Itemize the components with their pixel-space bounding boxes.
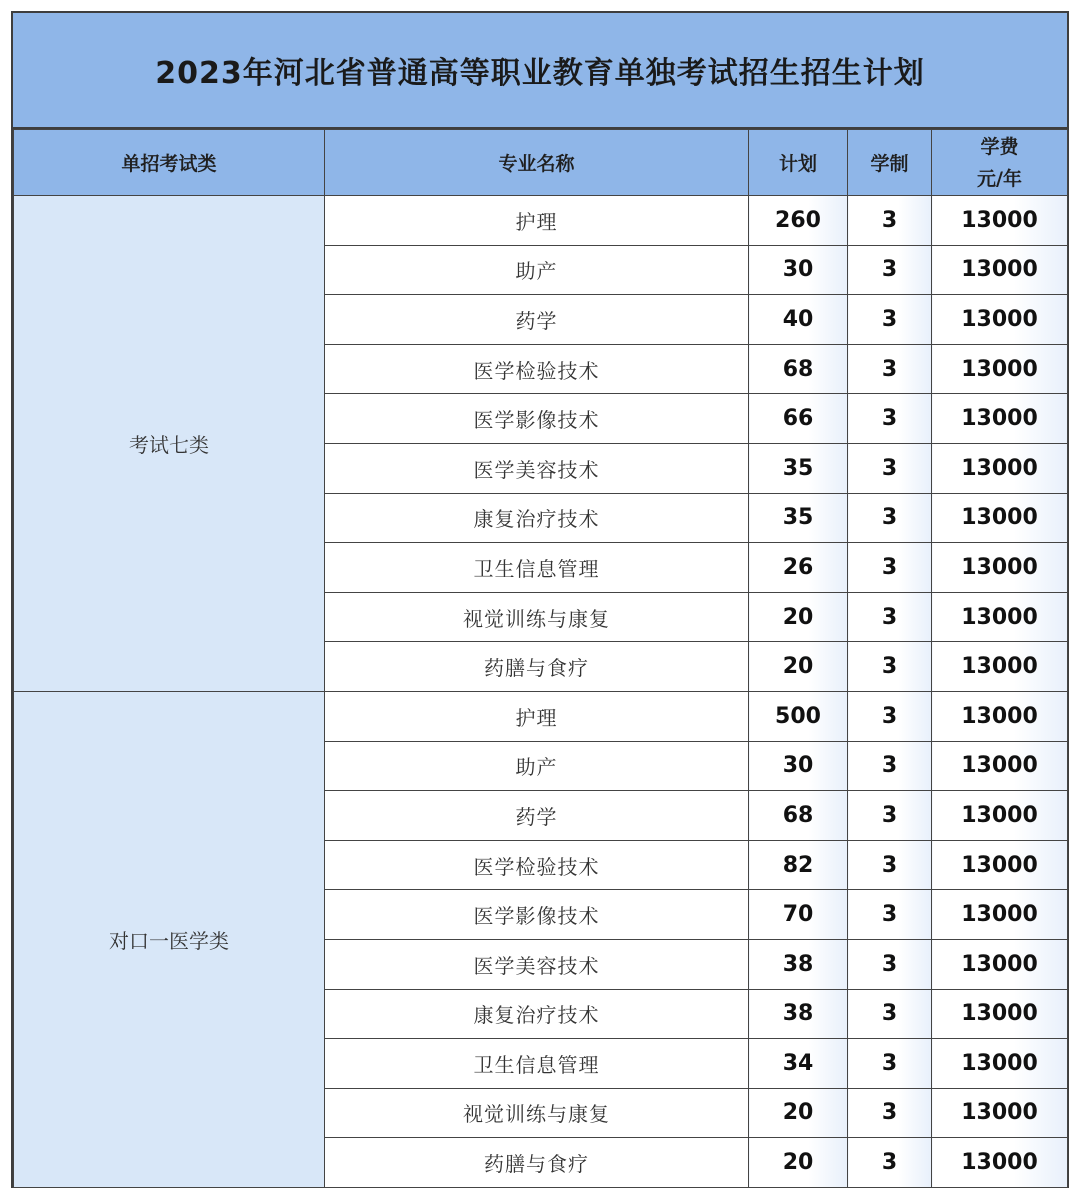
major-cell: 医学检验技术	[325, 840, 749, 890]
plan-cell: 30	[749, 245, 848, 295]
duration-cell: 3	[848, 394, 932, 444]
plan-cell: 40	[749, 295, 848, 345]
duration-cell: 3	[848, 344, 932, 394]
fee-cell: 13000	[932, 1138, 1068, 1188]
plan-cell: 35	[749, 493, 848, 543]
duration-cell: 3	[848, 939, 932, 989]
table-row	[14, 691, 1068, 741]
major-cell: 助产	[325, 245, 749, 295]
major-cell: 助产	[325, 741, 749, 791]
duration-cell: 3	[848, 989, 932, 1039]
fee-cell: 13000	[932, 344, 1068, 394]
header-major: 专业名称	[325, 130, 749, 196]
header-duration: 学制	[848, 130, 932, 196]
enrollment-table	[13, 129, 1068, 1188]
major-cell: 医学影像技术	[325, 890, 749, 940]
fee-cell: 13000	[932, 245, 1068, 295]
major-cell: 医学检验技术	[325, 344, 749, 394]
duration-cell: 3	[848, 1088, 932, 1138]
major-cell: 医学影像技术	[325, 394, 749, 444]
plan-cell: 82	[749, 840, 848, 890]
duration-cell: 3	[848, 840, 932, 890]
plan-cell: 66	[749, 394, 848, 444]
fee-cell: 13000	[932, 1088, 1068, 1138]
major-cell: 医学美容技术	[325, 443, 749, 493]
major-cell: 康复治疗技术	[325, 989, 749, 1039]
plan-cell: 26	[749, 543, 848, 593]
fee-cell: 13000	[932, 295, 1068, 345]
plan-cell: 35	[749, 443, 848, 493]
duration-cell: 3	[848, 443, 932, 493]
duration-cell: 3	[848, 791, 932, 841]
major-cell: 药膳与食疗	[325, 642, 749, 692]
major-cell: 视觉训练与康复	[325, 1088, 749, 1138]
major-cell: 视觉训练与康复	[325, 592, 749, 642]
major-cell: 护理	[325, 691, 749, 741]
table-body	[14, 196, 1068, 1188]
plan-cell: 34	[749, 1039, 848, 1089]
duration-cell: 3	[848, 741, 932, 791]
duration-cell: 3	[848, 1039, 932, 1089]
fee-cell: 13000	[932, 741, 1068, 791]
fee-cell: 13000	[932, 989, 1068, 1039]
category-cell: 考试七类	[14, 196, 325, 692]
major-cell: 药学	[325, 295, 749, 345]
plan-cell: 20	[749, 592, 848, 642]
page-title: 2023年河北省普通高等职业教育单独考试招生招生计划	[155, 56, 925, 91]
plan-cell: 68	[749, 344, 848, 394]
fee-cell: 13000	[932, 1039, 1068, 1089]
duration-cell: 3	[848, 493, 932, 543]
fee-cell: 13000	[932, 939, 1068, 989]
plan-cell: 20	[749, 1138, 848, 1188]
duration-cell: 3	[848, 592, 932, 642]
major-cell: 护理	[325, 196, 749, 246]
duration-cell: 3	[848, 295, 932, 345]
major-cell: 卫生信息管理	[325, 1039, 749, 1089]
duration-cell: 3	[848, 642, 932, 692]
category-cell: 对口一医学类	[14, 691, 325, 1187]
fee-cell: 13000	[932, 443, 1068, 493]
plan-cell: 38	[749, 989, 848, 1039]
header-category: 单招考试类	[14, 130, 325, 196]
plan-cell: 70	[749, 890, 848, 940]
fee-cell: 13000	[932, 493, 1068, 543]
major-cell: 医学美容技术	[325, 939, 749, 989]
plan-cell: 30	[749, 741, 848, 791]
fee-cell: 13000	[932, 196, 1068, 246]
header-fee-line2: 元/年	[977, 167, 1022, 190]
fee-cell: 13000	[932, 642, 1068, 692]
duration-cell: 3	[848, 691, 932, 741]
major-cell: 康复治疗技术	[325, 493, 749, 543]
fee-cell: 13000	[932, 840, 1068, 890]
plan-cell: 260	[749, 196, 848, 246]
fee-cell: 13000	[932, 890, 1068, 940]
fee-cell: 13000	[932, 791, 1068, 841]
duration-cell: 3	[848, 245, 932, 295]
fee-cell: 13000	[932, 543, 1068, 593]
header-fee	[932, 130, 1068, 196]
table-row	[14, 196, 1068, 246]
plan-cell: 20	[749, 642, 848, 692]
plan-cell: 500	[749, 691, 848, 741]
header-fee-line1: 学费	[980, 135, 1019, 158]
duration-cell: 3	[848, 196, 932, 246]
duration-cell: 3	[848, 1138, 932, 1188]
table-header-row	[14, 130, 1068, 196]
enrollment-plan-document	[11, 11, 1069, 1188]
plan-cell: 38	[749, 939, 848, 989]
fee-cell: 13000	[932, 394, 1068, 444]
title-banner	[13, 13, 1067, 129]
major-cell: 药学	[325, 791, 749, 841]
header-plan: 计划	[749, 130, 848, 196]
duration-cell: 3	[848, 543, 932, 593]
fee-cell: 13000	[932, 691, 1068, 741]
plan-cell: 20	[749, 1088, 848, 1138]
major-cell: 卫生信息管理	[325, 543, 749, 593]
plan-cell: 68	[749, 791, 848, 841]
major-cell: 药膳与食疗	[325, 1138, 749, 1188]
fee-cell: 13000	[932, 592, 1068, 642]
duration-cell: 3	[848, 890, 932, 940]
